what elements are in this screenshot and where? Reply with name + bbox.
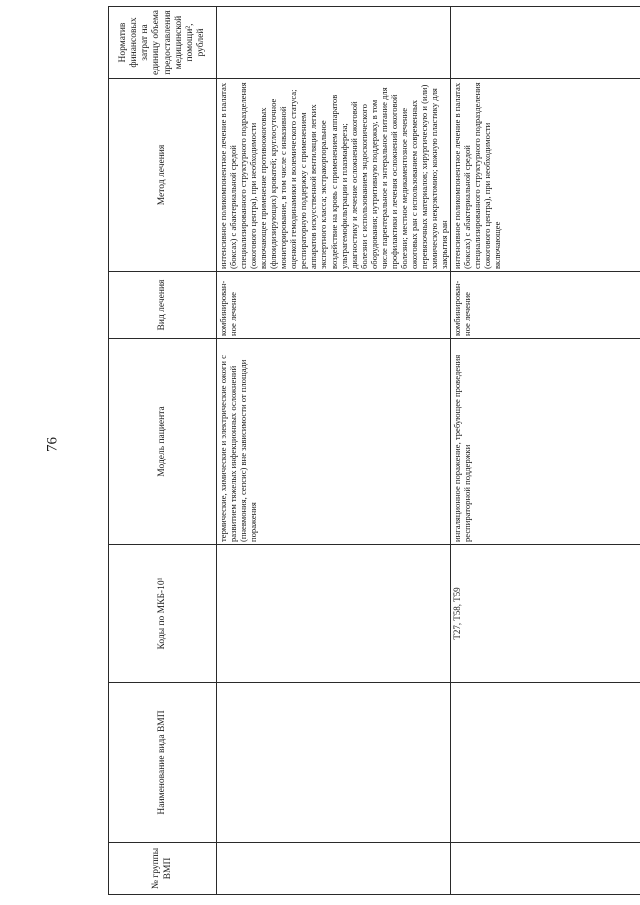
cell-treatment-method: интенсивное поликомпонентное лечение в палатах (боксах) с абактериальной средой специализированного структурного подразделения (ожогового центра), при необходимости включающее: [451, 79, 640, 272]
cell-treatment-type: комбинирован-ное лечение: [217, 272, 451, 339]
table-row: [451, 7, 640, 895]
header-patient-model: Модель пациента: [109, 339, 217, 545]
cell-group-no: [451, 843, 640, 895]
cell-patient-model: термические, химические и электрические ожоги с развитием тяжелых инфекционных осложнений (пневмония, сепсис) вне зависимости от площади поражения: [217, 339, 451, 545]
header-treatment-type: Вид лечения: [109, 272, 217, 339]
cell-treatment-method: интенсивное поликомпонентное лечение в палатах (боксах) с абактериальной средой специализированного структурного подразделения (ожогового центра), при необходимости включающее применение противоожоговых (флюидизирующих) кроватей; круглосуточное мониторирование, в том числе с инвазивной оценкой гемодинамики и волемического статуса; респираторную поддержку с применением аппаратов искусственной вентиляции легких экспертного класса; экстракорпоральное воздействие на кровь с применением аппаратов ультрагемофильтрации и плазмафереза; диагностику и лечение осложнений ожоговой болезни с использованием эндоскопического оборудования; нутритивную поддержку, в том числе парентеральное и энтеральное питание для профилактики и лечения осложнений ожоговой болезни; местное медикаментозное лечение ожоговых ран с использованием современных перевязочных материалов; хирургическую и (или) химическую некрэктомию; кожную пластику для закрытия ран: [217, 79, 451, 272]
page-number: 76: [44, 437, 61, 452]
header-vmp-name: Наименование вида ВМП: [109, 683, 217, 843]
table-header-row: [109, 7, 217, 895]
cell-cost-norm: [217, 7, 451, 79]
cell-mkb-codes: T27, T58, T59: [451, 545, 640, 683]
cell-vmp-name: [451, 683, 640, 843]
cell-vmp-name: [217, 683, 451, 843]
cell-treatment-type: комбинирован-ное лечение: [451, 272, 640, 339]
header-group-no: № группы ВМП: [109, 843, 217, 895]
header-cost-norm: Норматив финансовых затрат на единицу объема предоставления медицинской помощи², рублей: [109, 7, 217, 79]
cell-patient-model: ингаляционное поражение, требующее проведения респираторной поддержки: [451, 339, 640, 545]
header-treatment-method: Метод лечения: [109, 79, 217, 272]
cell-cost-norm: [451, 7, 640, 79]
cell-mkb-codes: [217, 545, 451, 683]
vmp-table: [108, 6, 640, 895]
table-row: [217, 7, 451, 895]
cell-group-no: [217, 843, 451, 895]
header-mkb-codes: Коды по МКБ-10¹: [109, 545, 217, 683]
rotated-table-container: [108, 7, 628, 895]
